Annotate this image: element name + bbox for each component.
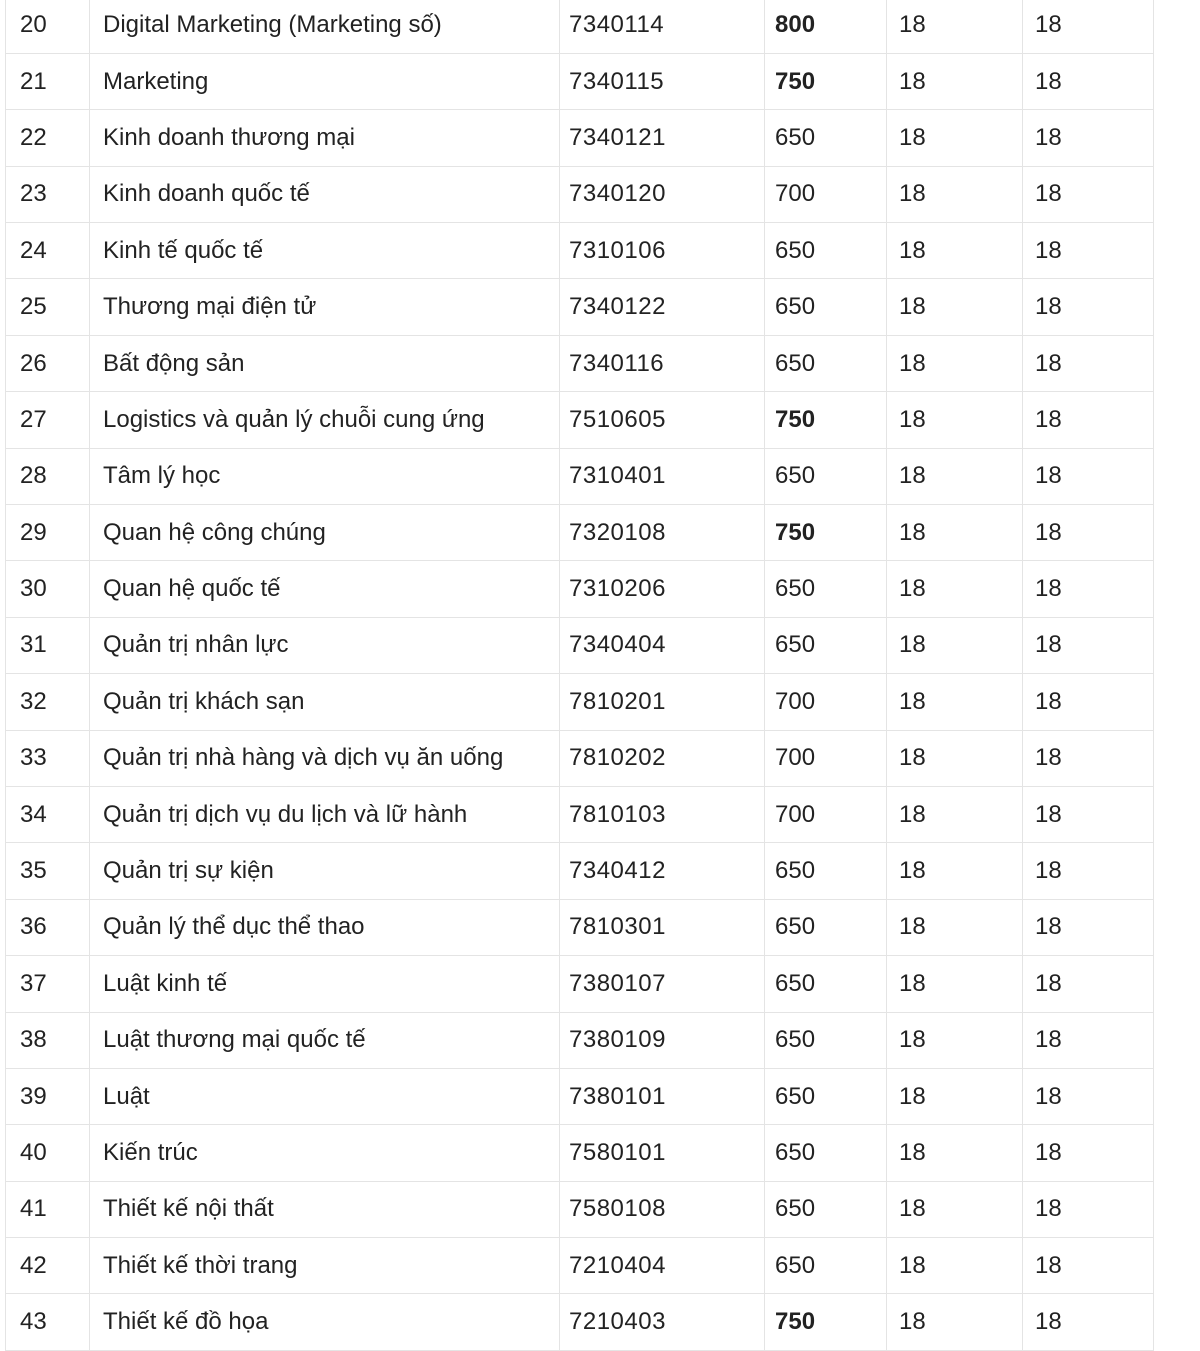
threshold-value-1: 18 <box>887 1068 1023 1124</box>
row-number: 22 <box>6 110 90 166</box>
major-name: Quản trị khách sạn <box>90 674 560 730</box>
major-name: Kinh tế quốc tế <box>90 223 560 279</box>
table-row <box>6 335 1154 391</box>
score-value: 750 <box>765 392 887 448</box>
threshold-value-2: 18 <box>1023 505 1154 561</box>
threshold-value-2: 18 <box>1023 786 1154 842</box>
threshold-value-2: 18 <box>1023 617 1154 673</box>
threshold-value-2: 18 <box>1023 392 1154 448</box>
threshold-value-1: 18 <box>887 392 1023 448</box>
threshold-value-1: 18 <box>887 0 1023 53</box>
major-code: 7380109 <box>560 1012 765 1068</box>
threshold-value-2: 18 <box>1023 1125 1154 1181</box>
table-row <box>6 223 1154 279</box>
score-value: 650 <box>765 223 887 279</box>
score-value: 650 <box>765 1125 887 1181</box>
table-row <box>6 505 1154 561</box>
major-name: Thiết kế nội thất <box>90 1181 560 1237</box>
major-name: Thiết kế thời trang <box>90 1238 560 1294</box>
threshold-value-1: 18 <box>887 1125 1023 1181</box>
row-number: 37 <box>6 956 90 1012</box>
score-value: 650 <box>765 1068 887 1124</box>
row-number: 32 <box>6 674 90 730</box>
major-name: Bất động sản <box>90 335 560 391</box>
threshold-value-2: 18 <box>1023 279 1154 335</box>
row-number: 31 <box>6 617 90 673</box>
table-row <box>6 110 1154 166</box>
score-value: 650 <box>765 448 887 504</box>
major-code: 7810301 <box>560 899 765 955</box>
major-code: 7210404 <box>560 1238 765 1294</box>
major-name: Luật thương mại quốc tế <box>90 1012 560 1068</box>
table-row <box>6 1238 1154 1294</box>
threshold-value-1: 18 <box>887 617 1023 673</box>
threshold-value-1: 18 <box>887 166 1023 222</box>
major-code: 7340115 <box>560 53 765 109</box>
score-value: 800 <box>765 0 887 53</box>
threshold-value-2: 18 <box>1023 1012 1154 1068</box>
table-row <box>6 392 1154 448</box>
threshold-value-1: 18 <box>887 786 1023 842</box>
threshold-value-1: 18 <box>887 110 1023 166</box>
table-row <box>6 1068 1154 1124</box>
threshold-value-1: 18 <box>887 1012 1023 1068</box>
major-code: 7810103 <box>560 786 765 842</box>
score-value: 750 <box>765 505 887 561</box>
major-code: 7310206 <box>560 561 765 617</box>
row-number: 27 <box>6 392 90 448</box>
threshold-value-1: 18 <box>887 730 1023 786</box>
major-code: 7340116 <box>560 335 765 391</box>
table-row <box>6 956 1154 1012</box>
table-row <box>6 843 1154 899</box>
row-number: 21 <box>6 53 90 109</box>
row-number: 30 <box>6 561 90 617</box>
table-row <box>6 279 1154 335</box>
major-name: Quản trị nhà hàng và dịch vụ ăn uống <box>90 730 560 786</box>
threshold-value-1: 18 <box>887 899 1023 955</box>
threshold-value-2: 18 <box>1023 1238 1154 1294</box>
threshold-value-1: 18 <box>887 561 1023 617</box>
major-code: 7310401 <box>560 448 765 504</box>
major-code: 7210403 <box>560 1294 765 1350</box>
major-name: Quản trị dịch vụ du lịch và lữ hành <box>90 786 560 842</box>
threshold-value-2: 18 <box>1023 1068 1154 1124</box>
threshold-value-2: 18 <box>1023 561 1154 617</box>
major-name: Digital Marketing (Marketing số) <box>90 0 560 53</box>
table-row <box>6 1012 1154 1068</box>
row-number: 40 <box>6 1125 90 1181</box>
score-value: 700 <box>765 166 887 222</box>
row-number: 39 <box>6 1068 90 1124</box>
threshold-value-2: 18 <box>1023 335 1154 391</box>
major-name: Thương mại điện tử <box>90 279 560 335</box>
table-row <box>6 166 1154 222</box>
row-number: 28 <box>6 448 90 504</box>
row-number: 23 <box>6 166 90 222</box>
threshold-value-1: 18 <box>887 335 1023 391</box>
major-code: 7580108 <box>560 1181 765 1237</box>
row-number: 20 <box>6 0 90 53</box>
major-code: 7580101 <box>560 1125 765 1181</box>
major-name: Luật kinh tế <box>90 956 560 1012</box>
row-number: 35 <box>6 843 90 899</box>
major-name: Kiến trúc <box>90 1125 560 1181</box>
score-value: 700 <box>765 730 887 786</box>
threshold-value-1: 18 <box>887 843 1023 899</box>
threshold-value-2: 18 <box>1023 110 1154 166</box>
major-name: Quan hệ quốc tế <box>90 561 560 617</box>
threshold-value-1: 18 <box>887 53 1023 109</box>
threshold-value-2: 18 <box>1023 448 1154 504</box>
threshold-value-2: 18 <box>1023 223 1154 279</box>
threshold-value-2: 18 <box>1023 1181 1154 1237</box>
score-value: 650 <box>765 1181 887 1237</box>
score-value: 650 <box>765 1012 887 1068</box>
table-row <box>6 1181 1154 1237</box>
major-code: 7340404 <box>560 617 765 673</box>
threshold-value-1: 18 <box>887 448 1023 504</box>
table-row <box>6 448 1154 504</box>
major-code: 7380101 <box>560 1068 765 1124</box>
table-row <box>6 617 1154 673</box>
major-name: Quản trị nhân lực <box>90 617 560 673</box>
major-code: 7320108 <box>560 505 765 561</box>
score-value: 650 <box>765 1238 887 1294</box>
row-number: 24 <box>6 223 90 279</box>
major-name: Luật <box>90 1068 560 1124</box>
major-code: 7340412 <box>560 843 765 899</box>
major-code: 7310106 <box>560 223 765 279</box>
row-number: 41 <box>6 1181 90 1237</box>
score-value: 650 <box>765 279 887 335</box>
major-name: Tâm lý học <box>90 448 560 504</box>
table-row <box>6 730 1154 786</box>
table-body <box>6 0 1154 1350</box>
major-code: 7510605 <box>560 392 765 448</box>
threshold-value-2: 18 <box>1023 899 1154 955</box>
row-number: 33 <box>6 730 90 786</box>
admission-table <box>5 0 1154 1351</box>
row-number: 29 <box>6 505 90 561</box>
table-row <box>6 1125 1154 1181</box>
threshold-value-2: 18 <box>1023 1294 1154 1350</box>
major-name: Quan hệ công chúng <box>90 505 560 561</box>
score-value: 650 <box>765 617 887 673</box>
major-code: 7380107 <box>560 956 765 1012</box>
threshold-value-1: 18 <box>887 223 1023 279</box>
threshold-value-2: 18 <box>1023 53 1154 109</box>
threshold-value-1: 18 <box>887 505 1023 561</box>
major-code: 7340122 <box>560 279 765 335</box>
row-number: 42 <box>6 1238 90 1294</box>
threshold-value-1: 18 <box>887 956 1023 1012</box>
threshold-value-2: 18 <box>1023 843 1154 899</box>
row-number: 38 <box>6 1012 90 1068</box>
row-number: 25 <box>6 279 90 335</box>
major-code: 7340121 <box>560 110 765 166</box>
score-value: 650 <box>765 843 887 899</box>
major-name: Logistics và quản lý chuỗi cung ứng <box>90 392 560 448</box>
major-name: Thiết kế đồ họa <box>90 1294 560 1350</box>
score-value: 750 <box>765 1294 887 1350</box>
major-name: Marketing <box>90 53 560 109</box>
score-value: 650 <box>765 956 887 1012</box>
score-value: 650 <box>765 899 887 955</box>
threshold-value-1: 18 <box>887 1238 1023 1294</box>
major-name: Quản lý thể dục thể thao <box>90 899 560 955</box>
score-value: 750 <box>765 53 887 109</box>
major-name: Quản trị sự kiện <box>90 843 560 899</box>
table-row <box>6 674 1154 730</box>
threshold-value-1: 18 <box>887 1181 1023 1237</box>
threshold-value-1: 18 <box>887 674 1023 730</box>
row-number: 26 <box>6 335 90 391</box>
row-number: 43 <box>6 1294 90 1350</box>
major-code: 7340120 <box>560 166 765 222</box>
major-name: Kinh doanh quốc tế <box>90 166 560 222</box>
table-row <box>6 1294 1154 1350</box>
major-code: 7810202 <box>560 730 765 786</box>
table-row <box>6 561 1154 617</box>
threshold-value-2: 18 <box>1023 730 1154 786</box>
threshold-value-1: 18 <box>887 1294 1023 1350</box>
table-row <box>6 899 1154 955</box>
major-code: 7810201 <box>560 674 765 730</box>
table-row <box>6 0 1154 53</box>
major-name: Kinh doanh thương mại <box>90 110 560 166</box>
table-row <box>6 53 1154 109</box>
threshold-value-2: 18 <box>1023 166 1154 222</box>
threshold-value-2: 18 <box>1023 956 1154 1012</box>
major-code: 7340114 <box>560 0 765 53</box>
threshold-value-2: 18 <box>1023 674 1154 730</box>
row-number: 36 <box>6 899 90 955</box>
score-value: 650 <box>765 561 887 617</box>
score-value: 650 <box>765 110 887 166</box>
score-value: 700 <box>765 786 887 842</box>
table-row <box>6 786 1154 842</box>
threshold-value-1: 18 <box>887 279 1023 335</box>
score-value: 700 <box>765 674 887 730</box>
threshold-value-2: 18 <box>1023 0 1154 53</box>
row-number: 34 <box>6 786 90 842</box>
score-value: 650 <box>765 335 887 391</box>
